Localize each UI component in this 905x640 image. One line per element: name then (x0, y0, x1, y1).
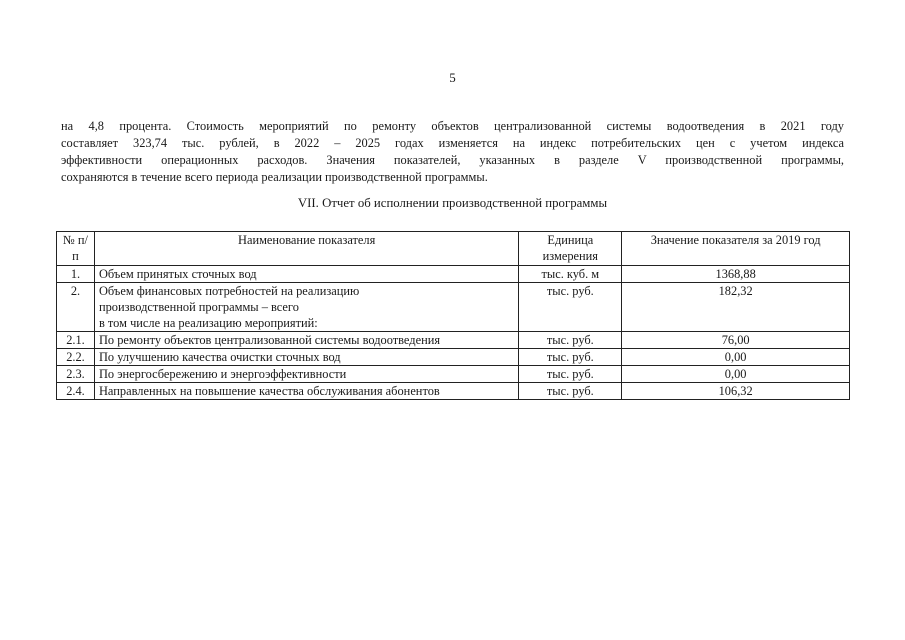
row-num: 2.2. (57, 349, 95, 366)
row-unit: тыс. руб. (519, 332, 622, 349)
row-num: 1. (57, 266, 95, 283)
row-value: 0,00 (622, 349, 850, 366)
body-paragraph (61, 118, 844, 186)
row-name (94, 283, 518, 332)
row-name: Направленных на повышение качества обслуживания абонентов (94, 383, 518, 400)
row-num: 2.4. (57, 383, 95, 400)
header-num: № п/п (57, 232, 95, 266)
row-num: 2.3. (57, 366, 95, 383)
paragraph-line: эффективности операционных расходов. Значения показателей, указанных в разделе V производственной программы, (61, 153, 844, 167)
row-value: 76,00 (622, 332, 850, 349)
paragraph-line: составляет 323,74 тыс. рублей, в 2022 – 2025 годах изменяется на индекс потребительских цен с учетом индекса (61, 136, 844, 150)
section-title: VII. Отчет об исполнении производственной программы (297, 196, 608, 210)
row-name: По улучшению качества очистки сточных вод (94, 349, 518, 366)
row-name: Объем принятых сточных вод (94, 266, 518, 283)
table-row (57, 366, 850, 383)
row-unit: тыс. руб. (519, 383, 622, 400)
row-num: 2. (57, 283, 95, 332)
paragraph-line: сохраняются в течение всего периода реализации производственной программы. (61, 170, 488, 184)
row-name-line: в том числе на реализацию мероприятий: (98, 316, 318, 330)
row-name-line: Объем финансовых потребностей на реализацию (98, 284, 360, 298)
table-row (57, 349, 850, 366)
row-value: 106,32 (622, 383, 850, 400)
report-table (56, 231, 850, 400)
table-row (57, 332, 850, 349)
row-name: По энергосбережению и энергоэффективности (94, 366, 518, 383)
row-unit: тыс. куб. м (519, 266, 622, 283)
row-name-line: производственной программы – всего (98, 300, 299, 314)
paragraph-line: на 4,8 процента. Стоимость мероприятий по ремонту объектов централизованной системы водоотведения в 2021 году (61, 119, 844, 133)
table-row (57, 283, 850, 332)
row-unit: тыс. руб. (519, 349, 622, 366)
row-value: 0,00 (622, 366, 850, 383)
header-value: Значение показателя за 2019 год (622, 232, 850, 266)
page-number: 5 (449, 70, 456, 85)
table-header-row (57, 232, 850, 266)
row-value: 1368,88 (622, 266, 850, 283)
row-name: По ремонту объектов централизованной системы водоотведения (94, 332, 518, 349)
row-unit: тыс. руб. (519, 283, 622, 332)
row-num: 2.1. (57, 332, 95, 349)
header-unit: Единица измерения (519, 232, 622, 266)
table-row (57, 383, 850, 400)
header-name: Наименование показателя (94, 232, 518, 266)
table-row (57, 266, 850, 283)
row-value: 182,32 (622, 283, 850, 332)
row-unit: тыс. руб. (519, 366, 622, 383)
